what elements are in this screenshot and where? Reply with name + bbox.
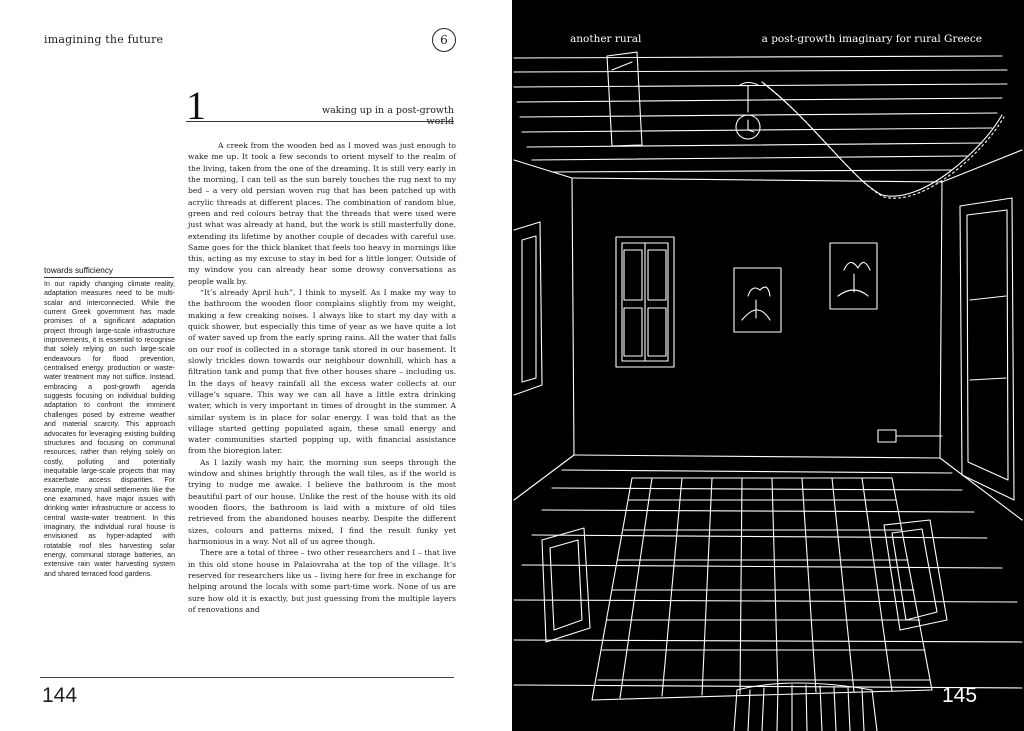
running-head-left: imagining the future [44,33,164,46]
body-paragraph: As I lazily wash my hair, the morning sun seeps through the window and shines brightly through the wall tiles, as if the world is trying to nudge me awake. I believe the bathroom is the most beautiful part of our house. Unlike the rest of the house with its old wooden floors, the bathroom is laid with a mixture of old tiles retrieved from the abandoned houses nearby. Despite the different sizes, colours and patterns mixed, I find the result funky yet harmonious in a way. Not all of us agree though. [188,457,456,546]
footer-divider [40,677,454,678]
page-number-left: 144 [42,684,78,707]
section-divider [186,121,454,122]
body-paragraph: A creek from the wooden bed as I moved was just enough to wake me up. It took a few seconds to orient myself to the realm of the living, taken from the one of the dreaming. It is still very early in the morning, I can tell as the sun barely touches the rug next to my bed – a very old persian woven rug that has been patched up with acrylic threads at different places. The combination of random blue, green and red colours betray that the threads that were used were just what was already at hand, but the work is still masterfully done, extending its lifetime by another couple of decades with careful use. Same goes for the thick blanket that feels too heavy in mornings like this, acting as my excuse to stay in bed for a little longer. Outside of my window you can already hear some drowsy conversations as people walk by. [188,141,456,286]
sidebar-text: In our rapidly changing climate reality, adaptation measures need to be multi-scalar and interconnected. While the current Greek government has made promises of a significant adaptation project through large-scale infrastructure improvements, it is essential to recognise that solely relying on such large-scale endeavours for flood prevention, centralised energy production or waste-water treatment may not suffice. Instead, embracing a post-growth agenda suggests focusing on individual building adaptation to confront the imminent challenges posed by extreme weather and material scarcity. This approach advocates for leveraging existing building structures and focusing on communal resources, rather than relying solely on costly, polluting and potentially inequitable large-scale projects that may exacerbate access disparities. For example, many small settlements like the one examined, have major issues with drinking water infrastructure or access to central waste-water treatment. In this imaginary, the individual rural house is envisioned as hyper-adapted with rotatable roof tiles harvesting solar energy, communal storage batteries, an extensive rain water harvesting system and shared terraced food gardens. [44,281,175,578]
right-page [512,0,1024,731]
body-paragraph: “It’s already April huh”, I think to myself. As I make my way to the bathroom the wooden floor complains slightly from my weight, making a few creaking noises. I always like to start my day with a quick shower, but especially this time of year as we have quite a lot of water saved up from the early spring rains. All the water that falls on our roof is collected in a storage tank stored in our basement. It slowly trickles down towards our neighbour downhill, which has a filtration tank and pump that five other houses share – including us. In the days of heavy rainfall all the excess water collects at our village’s square. This way we can all have a little extra drinking water, which is very important in times of drought in the summer. A similar system is in place for solar energy. I was told that as the village started getting populated again, these small energy and water communities started popping up, with financial assistance from the bioregion later. [188,288,456,456]
section-number: 1 [186,83,206,128]
body-paragraph: There are a total of three – two other researchers and I – that live in this old stone house in Palaiovraha at the top of the village. It’s reserved for researchers like us – living here for free in exchange for helping around the locals with some part-time work. None of us are sure how old it is exactly, but just guessing from the multiple layers of renovations and [188,548,456,614]
section-title: waking up in a post-growth world [321,105,454,127]
page-number-right: 145 [942,684,978,707]
running-head-right-secondary: a post-growth imaginary for rural Greece [761,33,982,45]
sidebar-title: towards sufficiency [44,266,174,278]
bedroom-illustration [512,0,1024,731]
chapter-number-badge: 6 [432,28,456,52]
body-text [188,140,456,615]
running-head-right-primary: another rural [570,33,642,45]
